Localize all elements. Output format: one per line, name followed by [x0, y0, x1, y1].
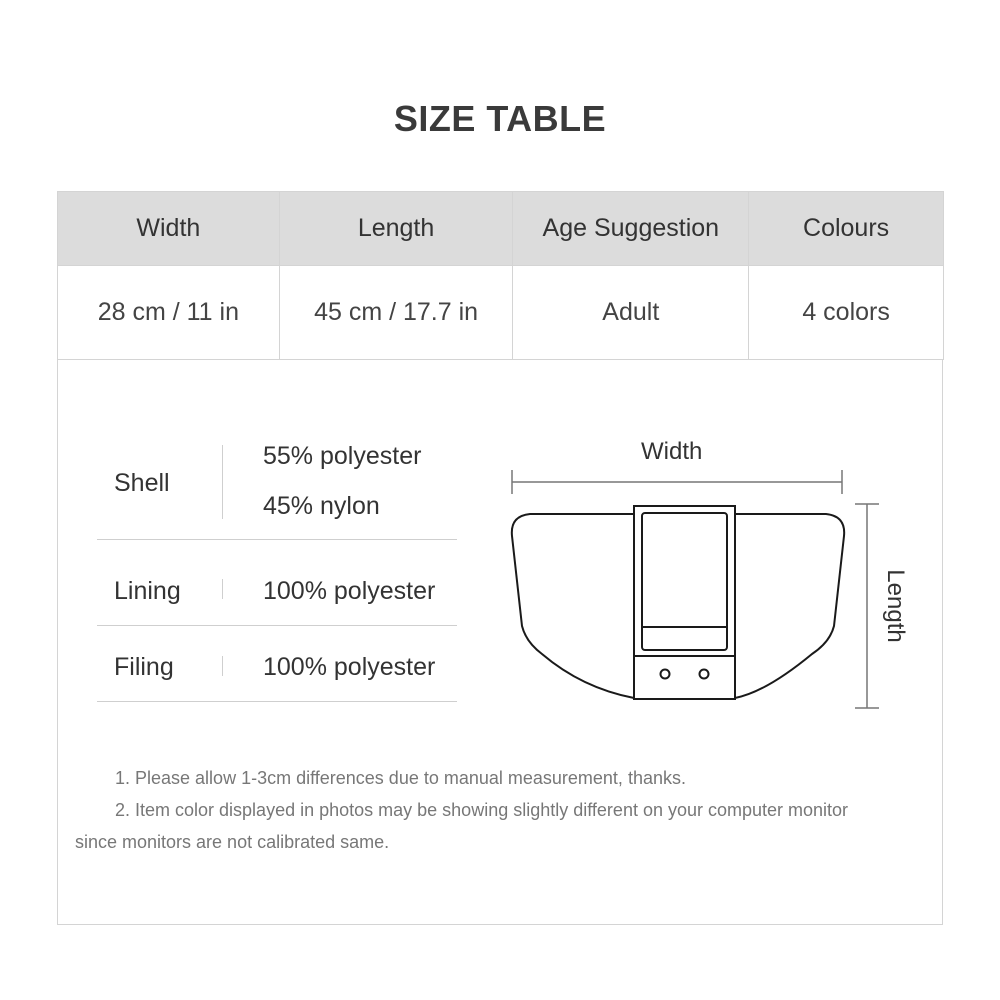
width-dimension-label: Width: [641, 438, 703, 465]
value-length: 45 cm / 17.7 in: [279, 266, 513, 360]
divider-1: [97, 539, 457, 540]
filing-label: Filing: [114, 653, 174, 681]
length-dimension-label: Length: [882, 569, 909, 643]
lining-value: 100% polyester: [263, 577, 436, 605]
filing-separator: [222, 656, 223, 676]
header-colours: Colours: [749, 192, 944, 266]
divider-3: [97, 701, 457, 702]
note-1: 1. Please allow 1-3cm differences due to manual measurement, thanks.: [115, 768, 686, 788]
size-table-header-row: [58, 192, 944, 266]
shell-separator: [222, 445, 223, 519]
value-width: 28 cm / 11 in: [58, 266, 280, 360]
product-outline-diagram: [500, 460, 1000, 760]
header-width: Width: [58, 192, 280, 266]
lining-label: Lining: [114, 577, 181, 605]
center-strap: [634, 506, 735, 699]
lining-separator: [222, 579, 223, 599]
shell-line-1: 55% polyester: [263, 442, 422, 470]
value-colours: 4 colors: [749, 266, 944, 360]
value-age-suggestion: Adult: [513, 266, 749, 360]
length-dimension-line: [855, 504, 879, 708]
size-table: [57, 191, 944, 360]
filing-value: 100% polyester: [263, 653, 436, 681]
note-2-line-2: since monitors are not calibrated same.: [75, 832, 390, 852]
divider-2: [97, 625, 457, 626]
width-dimension-line: [512, 470, 842, 494]
shell-line-2: 45% nylon: [263, 492, 380, 520]
shell-label: Shell: [114, 469, 170, 497]
note-2-line-1: 2. Item color displayed in photos may be showing slightly different on your computer monitor: [115, 800, 849, 820]
header-length: Length: [279, 192, 513, 266]
size-table-value-row: [58, 266, 944, 360]
header-age-suggestion: Age Suggestion: [513, 192, 749, 266]
page-title: SIZE TABLE: [393, 98, 607, 139]
